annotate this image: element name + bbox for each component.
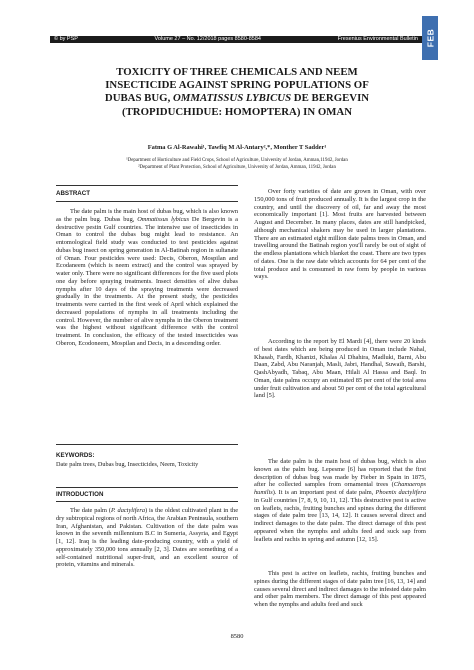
abstract-rule-bottom: [56, 201, 238, 202]
intro-text-start: The date palm (: [70, 507, 111, 514]
introduction-text: [56, 507, 238, 569]
title-species-name: OMMATISSUS LYBICUS: [172, 92, 292, 105]
affiliation-2: ²Department of Plant Protection, School of Agriculture, University of Jordan, Amman, 11942, Jordan: [138, 164, 336, 170]
abstract-text: [56, 208, 238, 348]
intro-species-name: P. dactylifera: [110, 507, 146, 514]
p3-text-end: in Gulf countries [7, 8, 9, 10, 11, 12]. This destructive pest is active on leaflets, rachis, fruiting bunches and spines during the different stages of date palm tree [13, 14, 12]. It causes several direct and indirect damages to the date palm. The direct damage of this pest appeared when the nymphs and adults feed and suck sap from leaflets and rachis in spring and autumn [12, 15].: [254, 496, 426, 543]
keywords-rule-top: [56, 444, 238, 445]
abstract-body: De Bergevin is a destructive pestin Gulf countries. The intensive use of insecticides in Oman to control the dubas bug might lead to resistance. An entomological field study was conducted to test pesticides against dubas bug insect on spring generation in Al-Batinah region in sultanate of Oman. Four pesticides were used: Decis, Oberon, Mospilan and Ecodaneem (which is neem extract) and the control was sprayed by water only. There were no significant differences for the five used plots one day before spraying treatments. Insect densities of alive dubas nymphs after 10 days of the spraying treatments were decreased gradually in the treatments. At the present study, the pesticides treatments were carried in the first week of April which explained the decreased populations of nymphs in all treatments including the control. However, the number of alive nymphs in the Oberon treatment was the highest without significant difference with the control treatment. In conclusion, the efficacy of the tested insecticides was Oberon, Ecodoneem, Mospilan and Decis, in a descending order.: [56, 215, 239, 347]
introduction-heading: INTRODUCTION: [56, 491, 104, 498]
right-paragraph-3: [254, 458, 426, 543]
right-paragraph-1: Over forty varieties of date are grown in Oman, with over 150,000 tons of fruit produced annually. It is the largest crop in the country, and until the discovery of oil, far and away the most economically important [1]. Most fruits are harvested between August and December. In many places, dates are still handpicked, although mechanical shakers may be used in larger plantations. There are an estimated eight million date palms trees in Oman, and travelling around the Batinah region you'll rarely be out of sight of the endless plantations which blanket the coast. There are two types of dates. One is the raw date which accounts for 64 per cent of the total produce and is consumed in raw form by people in various ways.: [254, 188, 426, 281]
journal-side-tab: [422, 16, 438, 60]
title-line-4: (TROPIDUCHIDUE: HOMOPTERA) IN OMAN: [121, 105, 353, 118]
title-line-3-suffix: DE BERGEVIN: [291, 92, 370, 105]
keywords-heading: KEYWORDS:: [56, 452, 95, 459]
journal-name: Fresenius Environmental Bulletin: [337, 36, 418, 42]
introduction-rule-bottom: [56, 501, 238, 502]
affiliations: [60, 158, 414, 171]
affiliation-1: ¹Department of Horticulture and Field Crops, School of Agriculture, University of Jordan, Amman,11942, Jordan: [126, 158, 348, 163]
author-list: Fatma G Al-Rawahi¹, Tawfiq M Al-Antary²,*, Monther T Sadder¹: [147, 144, 327, 151]
side-tab-label: FEB: [425, 28, 435, 48]
p3-species-1: Chamaerops humilis: [254, 481, 426, 496]
abstract-sentence-1: The date palm is the main host of dubas bug, which is also known as the palm bug. Dubas bug,: [56, 208, 238, 223]
intro-text-rest: ) is the oldest cultivated plant in the dry subtropical regions of north Africa, the Arabian Peninsula, southern Iran, Afghanistan, and Pakistan. Cultivation of the date palm was known in the seventh millennium B.C in Sumeria, Assyria, and Egypt [1, 12]. Iraq is the leading date-producing country, with a yield of approximately 350,000 tons annually [2, 3]. Dates are something of a self-contained nutritional super-fruit, and an excellent source of protein, vitamins and minerals.: [56, 507, 239, 569]
title-line-3: [60, 92, 414, 105]
p3-text-mid: ). It is an important pest of date palm,: [272, 489, 376, 496]
keywords-text: Date palm trees, Dubas bug, Insecticides, Neem, Toxicity: [56, 461, 199, 468]
abstract-rule-top: [56, 185, 238, 186]
right-paragraph-4: This pest is active on leaflets, rachis, fruiting bunches and spines during the different stages of date palm tree [16, 13, 14] and causes several direct and indirect damages to the infested date palm and other palm members. The direct damage of this pest appeared when the nymphs and adults feed and suck: [254, 570, 426, 608]
publisher-label: © by PSP: [54, 36, 78, 42]
right-paragraph-2: According to the report by El Mardi [4], there were 20 kinds of best dates which are being produced in Oman include Nahal, Khasab, Fardh, Khanizi, Khalas Al Dhahira, Madluki, Barni, Abu Daan, Zabd, Abu Naranjah, Masli, Jabri, Handhal, Suwaih, Barshi, QashAbyadh, Tabaq, Abu Maan, Hilali Al Hassa and Baql. In Oman, date palms occupy an estimated 85 per cent of the total area under fruit cultivation and about 50 per cent of the total agricultural land [5].: [254, 338, 426, 400]
abstract-heading: ABSTRACT: [56, 190, 91, 197]
title-line-1: TOXICITY OF THREE CHEMICALS AND NEEM: [116, 66, 358, 78]
title-line-2: INSECTICIDE AGAINST SPRING POPULATIONS OF: [105, 79, 369, 92]
journal-header-bar: [50, 36, 422, 43]
introduction-rule-top: [56, 487, 238, 488]
p3-text-start: The date palm is the main host of dubas bug, which is also known as the palm bug. Lepesme [6] has reported that the first description of dubas bug was made by Fieber in Spain in 1875, after he collected samples from ornamental trees (: [254, 458, 426, 489]
abstract-species-name: Ommatissus lybicus: [137, 215, 190, 223]
title-line-3-prefix: DUBAS BUG,: [104, 92, 173, 105]
paper-title: [60, 66, 414, 119]
page-number: 8580: [230, 633, 244, 640]
volume-info: Volume 27 – No. 12/2018 pages 8580-8584: [154, 36, 261, 42]
p3-species-2: Phoenix dactylifera: [375, 489, 426, 496]
